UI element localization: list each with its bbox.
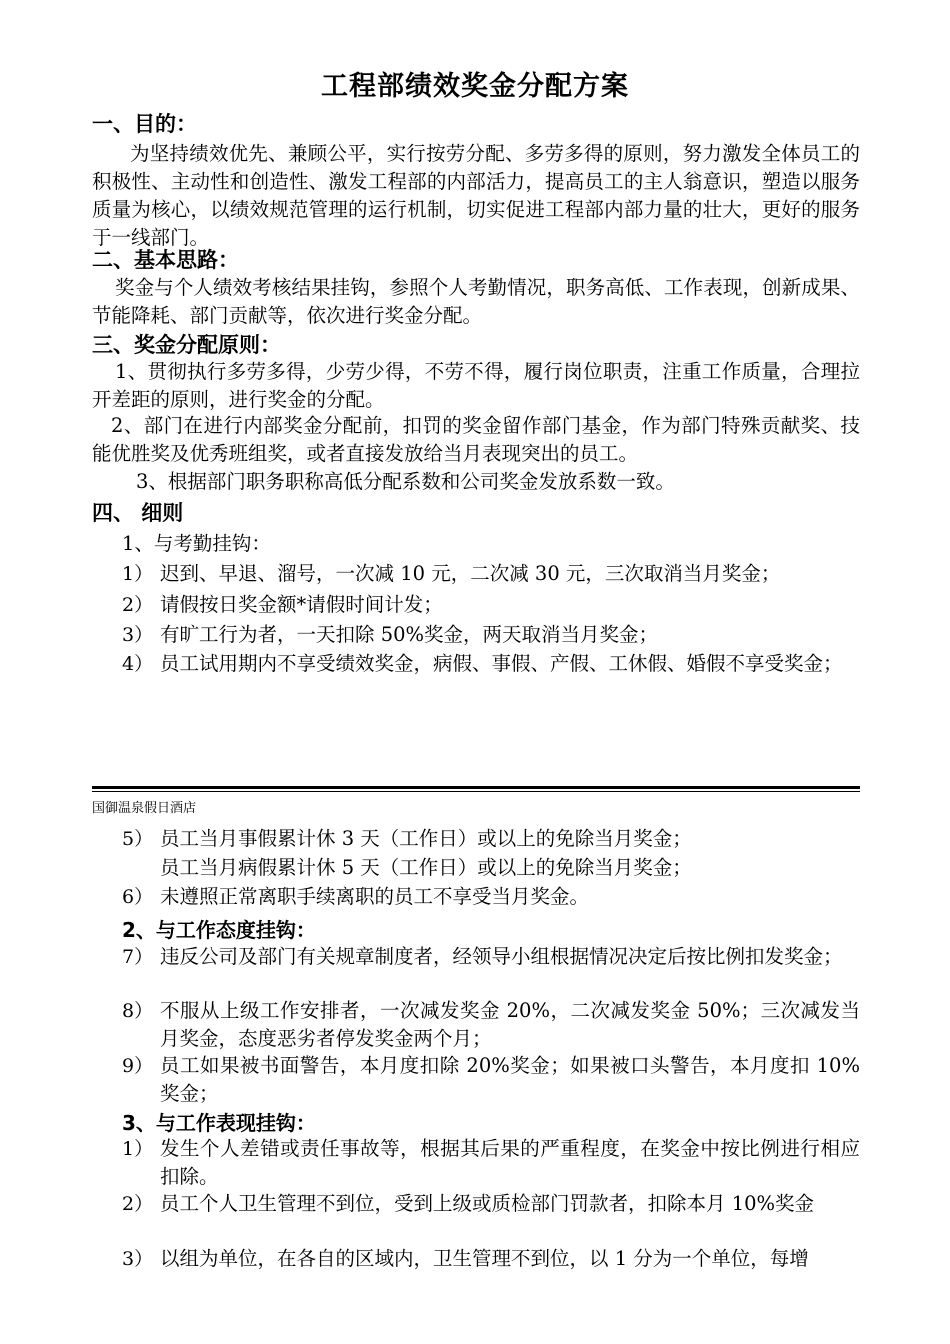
attendance-subheading: 1、与考勤挂钩： — [122, 532, 271, 555]
attitude-subheading: 2、与工作态度挂钩： — [122, 918, 316, 942]
principle-2: 2、部门在进行内部奖金分配前，扣罚的奖金留作部门基金，作为部门特殊贡献奖、技能优胜奖及优秀班组奖，或者直接发放给当月表现突出的员工。 — [92, 414, 860, 465]
item-number: 8） — [122, 1000, 154, 1022]
list-item: 员工个人卫生管理不到位，受到上级或质检部门罚款者，扣除本月 10%奖金 — [160, 1192, 815, 1215]
item-number: 5） — [122, 828, 154, 850]
list-item-continuation: 员工当月病假累计休 5 天（工作日）或以上的免除当月奖金； — [160, 856, 692, 879]
item-number: 1） — [122, 1138, 154, 1160]
list-item: 不服从上级工作安排者，一次减发奖金 20%，二次减发奖金 50%；三次减发当月奖金，态度恶劣者停发奖金两个月； — [160, 999, 860, 1050]
footer-rule-thin — [92, 791, 860, 792]
section-heading-purpose: 一、目的： — [92, 112, 197, 136]
list-item: 员工如果被书面警告，本月度扣除 20%奖金；如果被口头警告，本月度扣 10%奖金； — [160, 1054, 860, 1105]
section-heading-thinking: 二、基本思路： — [92, 248, 239, 272]
footer-rule-thick — [92, 786, 860, 789]
list-item: 请假按日奖金额*请假时间计发； — [160, 593, 443, 616]
page-title: 工程部绩效奖金分配方案 — [321, 71, 629, 102]
list-item: 员工当月事假累计休 3 天（工作日）或以上的免除当月奖金； — [160, 827, 692, 850]
item-number: 2） — [122, 1193, 154, 1215]
list-item: 迟到、早退、溜号，一次减 10 元，二次减 30 元，三次取消当月奖金； — [160, 562, 781, 585]
item-number: 7） — [122, 946, 154, 968]
thinking-paragraph: 奖金与个人绩效考核结果挂钩，参照个人考勤情况，职务高低、工作表现，创新成果、节能降耗、部门贡献等，依次进行奖金分配。 — [92, 276, 860, 327]
item-number: 6） — [122, 886, 154, 908]
list-item: 发生个人差错或责任事故等，根据其后果的严重程度，在奖金中按比例进行相应扣除。 — [160, 1137, 860, 1188]
section-heading-principles: 三、奖金分配原则： — [92, 333, 281, 357]
item-number: 2） — [122, 594, 154, 616]
performance-subheading: 3、与工作表现挂钩： — [122, 1111, 316, 1135]
list-item: 违反公司及部门有关规章制度者，经领导小组根据情况决定后按比例扣发奖金； — [160, 945, 843, 968]
page-footer: 国御温泉假日酒店 — [92, 801, 197, 816]
item-number: 9） — [122, 1055, 154, 1077]
item-number: 4） — [122, 653, 154, 675]
principle-1: 1、贯彻执行多劳多得，少劳少得，不劳不得，履行岗位职责，注重工作质量，合理拉开差距的原则，进行奖金的分配。 — [92, 360, 860, 411]
item-number: 3） — [122, 1248, 154, 1270]
item-number: 1） — [122, 563, 154, 585]
purpose-paragraph: 为坚持绩效优先、兼顾公平，实行按劳分配、多劳多得的原则，努力激发全体员工的积极性、主动性和创造性、激发工程部的内部活力，提高员工的主人翁意识，塑造以服务质量为核心，以绩效规范管理的运行机制，切实促进工程部内部力量的壮大，更好的服务于一线部门。 — [92, 142, 860, 249]
item-number: 3） — [122, 624, 154, 646]
principle-3: 3、根据部门职务职称高低分配系数和公司奖金发放系数一致。 — [136, 470, 675, 493]
list-item: 以组为单位，在各自的区域内，卫生管理不到位，以 1 分为一个单位，每增 — [160, 1247, 809, 1270]
list-item: 未遵照正常离职手续离职的员工不享受当月奖金。 — [160, 885, 590, 908]
list-item: 员工试用期内不享受绩效奖金，病假、事假、产假、工休假、婚假不享受奖金； — [160, 652, 843, 675]
list-item: 有旷工行为者，一天扣除 50%奖金，两天取消当月奖金； — [160, 623, 659, 646]
section-heading-details: 四、 细则 — [92, 501, 184, 525]
